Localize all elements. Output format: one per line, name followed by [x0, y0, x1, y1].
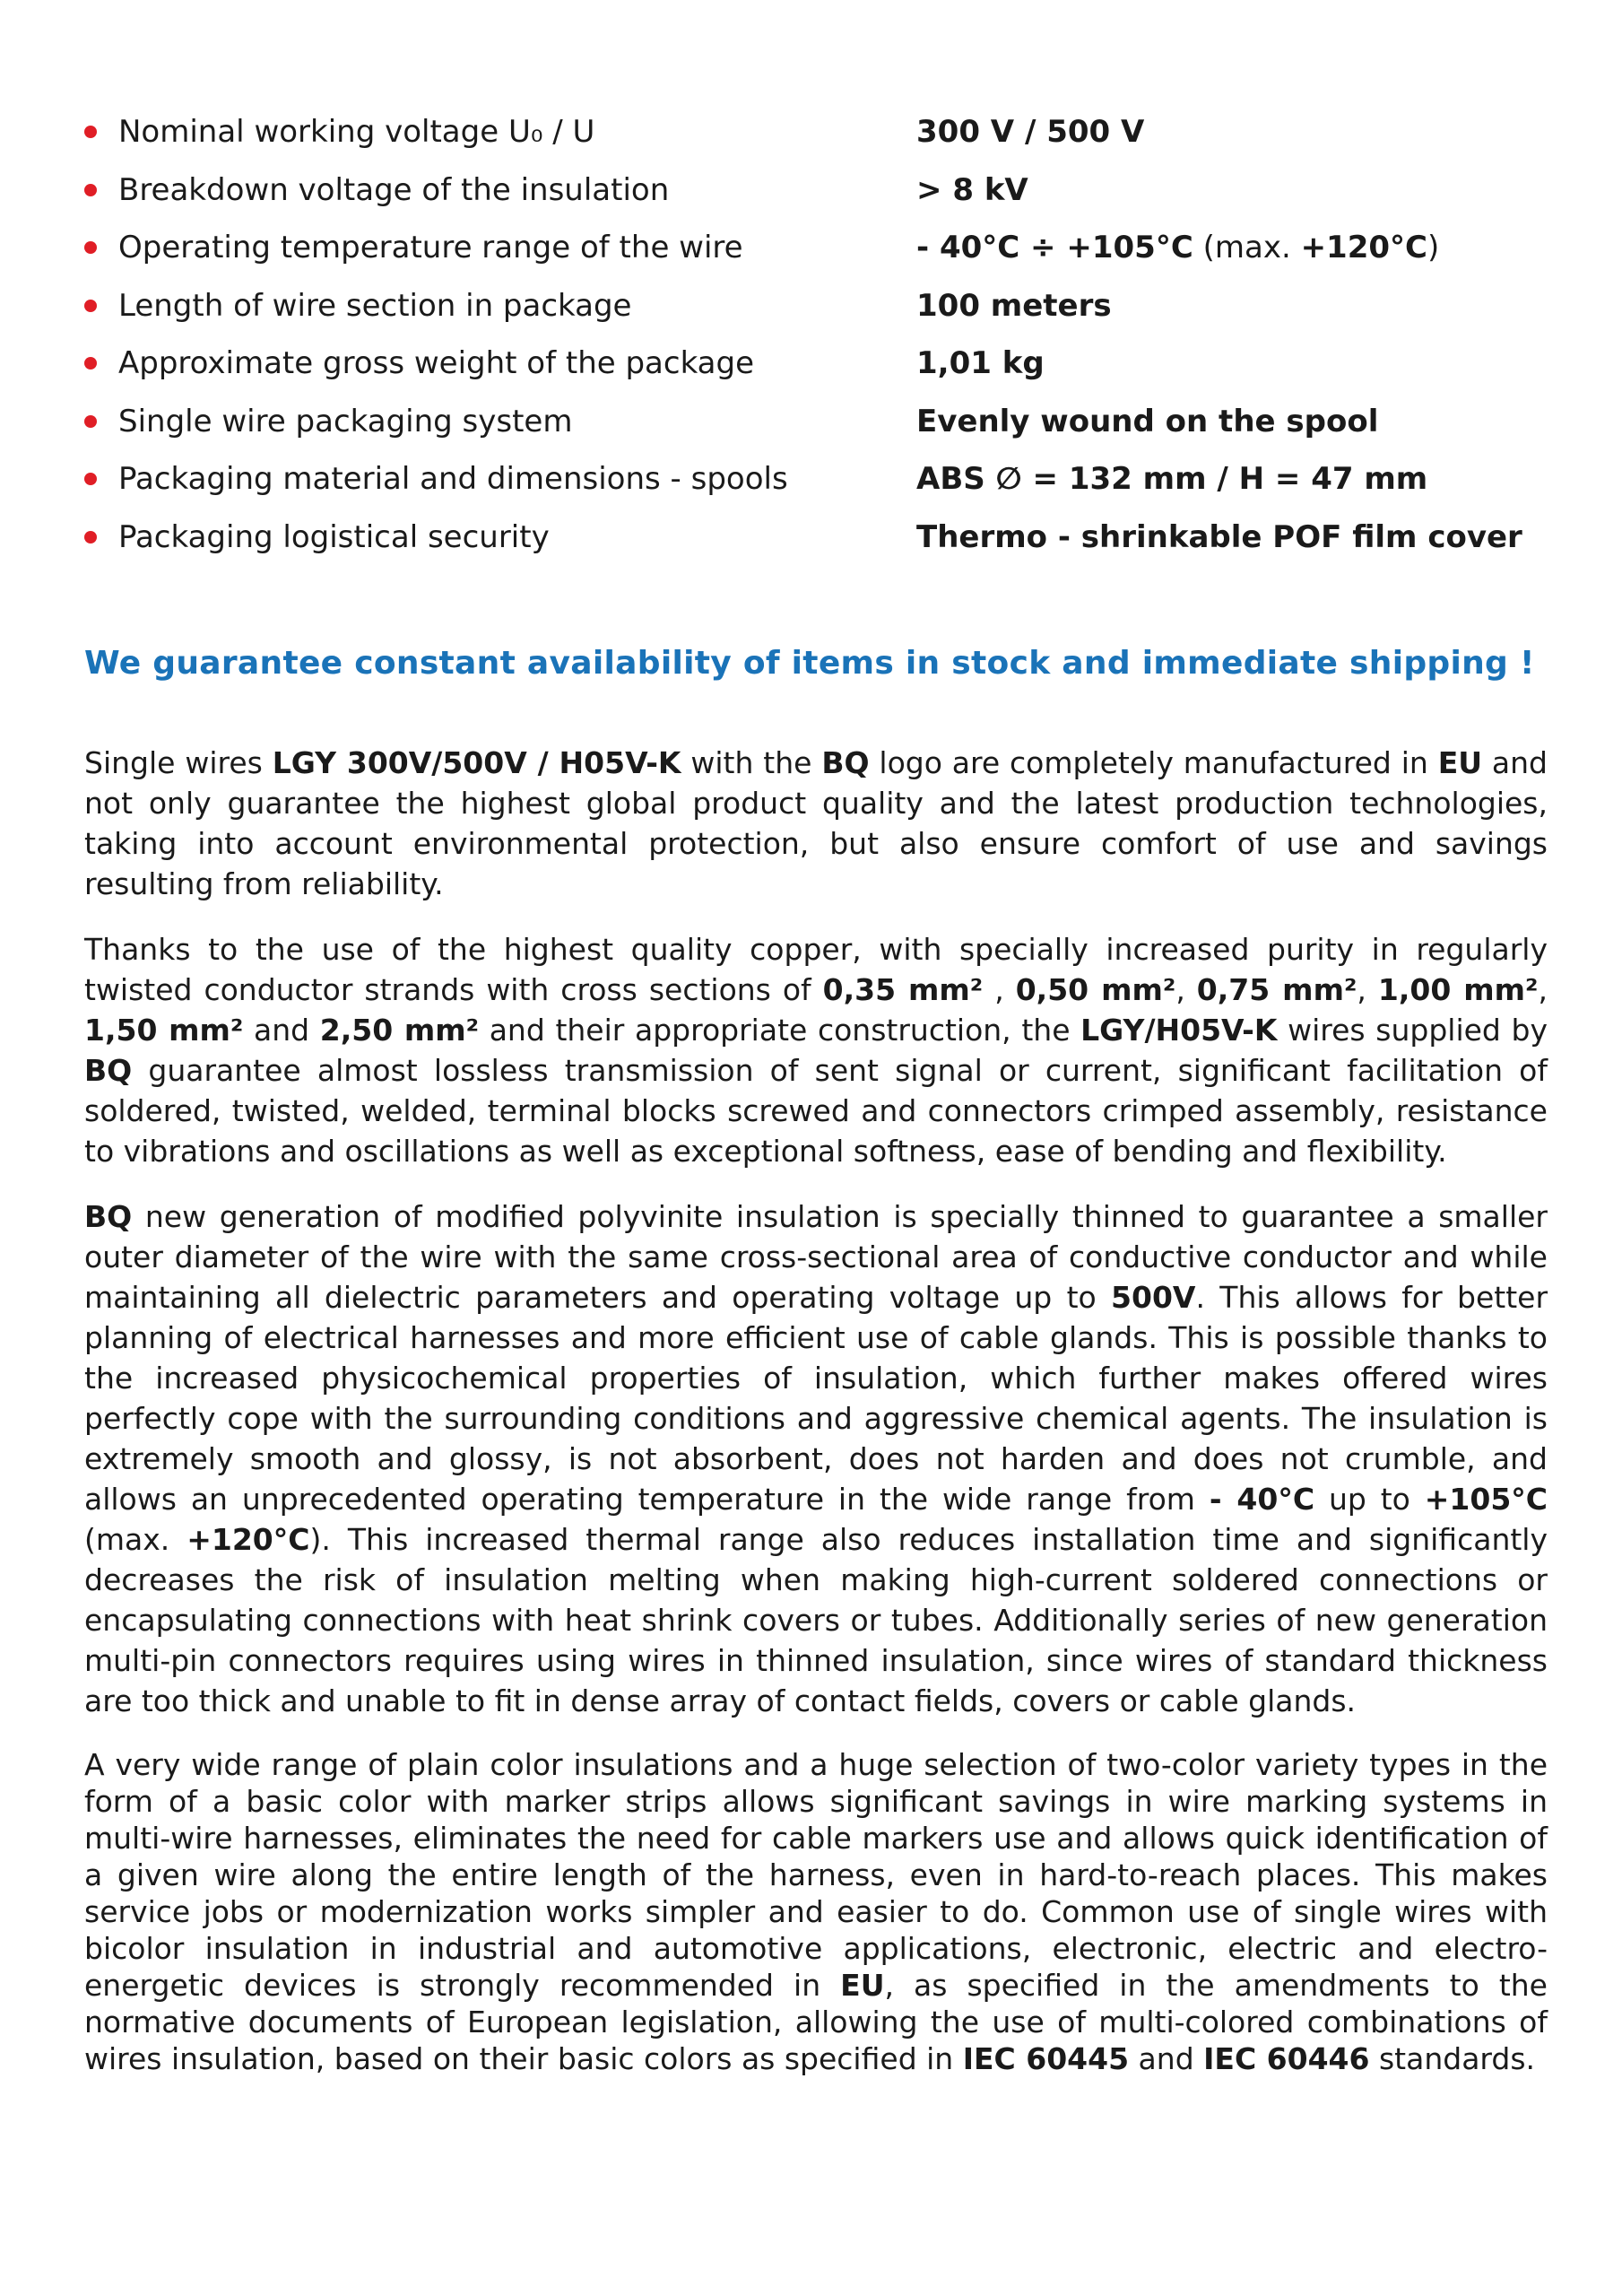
spec-label: Nominal working voltage U₀ / U [118, 114, 595, 151]
spec-value: 100 meters [916, 287, 1112, 324]
bold-text: +105°C [1424, 1482, 1548, 1517]
bullet-icon [84, 531, 97, 544]
spec-row [84, 450, 1548, 509]
bold-text: +120°C [186, 1522, 310, 1557]
text: guarantee almost lossless transmission of sent signal or current, significant facilitation of soldered, twisted, welded, terminal blocks screwed and connectors crimped assembly, resistance to vibrations and oscillations as well as exceptional softness, ease of bending and flexibility. [84, 1053, 1548, 1169]
bold-text: - 40°C [1209, 1482, 1315, 1517]
bold-text: 0,35 mm² [822, 972, 984, 1007]
spec-value: > 8 kV [916, 171, 1028, 208]
text: A very wide range of plain color insulations and a huge selection of two-color variety types in the form of a basic color with marker strips allows significant savings in wire marking systems in multi-wire harnesses, eliminates the need for cable markers use and allows quick identification of a given wire along the entire length of the harness, even in hard-to-reach places. This makes service jobs or modernization works simpler and easier to do. Common use of single wires with bicolor insulation in industrial and automotive applications, electronic, electric and electro-energetic devices is strongly recommended in [84, 1747, 1548, 2003]
bullet-icon [84, 473, 97, 485]
spec-value: 1,01 kg [916, 345, 1045, 382]
spec-row [84, 335, 1548, 393]
spec-row [84, 103, 1548, 161]
bullet-icon [84, 184, 97, 196]
text: , as specified in the amendments to the normative documents of European legislation, allowing the use of multi-colored combinations of wires insulation, based on their basic colors as specified in [84, 1968, 1548, 2076]
spec-label: Breakdown voltage of the insulation [118, 171, 670, 208]
spec-value-extra-bold: +120°C [1300, 230, 1427, 266]
text: up to [1314, 1482, 1425, 1517]
text: ). This increased thermal range also reduces installation time and significantly decreases the risk of insulation melting when making high-current soldered connections or encapsulating connections with heat shrink covers or tubes. Additionally series of new generation multi-pin connectors requires using wires in thinned insulation, since wires of standard thickness are too thick and unable to fit in dense array of contact fields, covers or cable glands. [84, 1522, 1548, 1718]
text: Single wires [84, 745, 273, 780]
insulation-paragraph [84, 1196, 1548, 1721]
bold-text: LGY 300V/500V / H05V-K [272, 745, 681, 780]
text: and not only guarantee the highest global product quality and the latest production technologies, taking into account environmental protection, but also ensure comfort of use and savings resulting from reliability. [84, 745, 1548, 901]
text: new generation of modified polyvinite insulation is specially thinned to guarantee a smaller outer diameter of the wire with the same cross-sectional area of conductive conductor and while maintaining all dielectric parameters and operating voltage up to [84, 1199, 1548, 1315]
spec-value-extra-open: (max. [1193, 230, 1301, 266]
bold-text: 1,00 mm² [1377, 972, 1539, 1007]
bullet-icon [84, 126, 97, 138]
availability-headline: We guarantee constant availability of items in stock and immediate shipping ! [84, 645, 1535, 682]
spec-row [84, 509, 1548, 567]
text: and their appropriate construction, the [479, 1013, 1081, 1048]
bold-text: BQ [84, 1053, 133, 1088]
text: and [1129, 2041, 1204, 2076]
spec-label: Packaging logistical security [118, 518, 550, 555]
bullet-icon [84, 300, 97, 312]
colors-paragraph [84, 1746, 1548, 2077]
spec-label: Approximate gross weight of the package [118, 345, 755, 382]
text: , [1175, 972, 1197, 1007]
bold-text: 2,50 mm² [319, 1013, 480, 1048]
bold-text: 0,50 mm² [1015, 972, 1176, 1007]
text: . This allows for better planning of electrical harnesses and more efficient use of cable glands. This is possible thanks to the increased physicochemical properties of insulation, which further makes offered wires perfectly cope with the surrounding conditions and aggressive chemical agents. The insulation is extremely smooth and glossy, is not absorbent, does not harden and does not crumble, and allows an unprecedented operating temperature in the wide range from [84, 1280, 1548, 1517]
bold-text: BQ [821, 745, 870, 780]
bold-text: 0,75 mm² [1196, 972, 1357, 1007]
bold-text: IEC 60445 [962, 2041, 1130, 2076]
bold-text: BQ [84, 1199, 133, 1234]
bold-text: EU [840, 1968, 885, 2003]
spec-value-extra-close: ) [1427, 230, 1440, 266]
text: , [983, 972, 1016, 1007]
text: Thanks to the use of the highest quality copper, with specially increased purity in regularly twisted conductor strands with cross sections of [84, 932, 1548, 1007]
spec-label: Operating temperature range of the wire [118, 230, 743, 266]
text: , [1538, 972, 1548, 1007]
bold-text: EU [1437, 745, 1483, 780]
spec-value: 300 V / 500 V [916, 114, 1145, 151]
spec-label: Packaging material and dimensions - spools [118, 461, 788, 498]
spec-value: Evenly wound on the spool [916, 403, 1379, 439]
document-page [84, 103, 1548, 2077]
bold-text: 500V [1111, 1280, 1196, 1315]
spec-value: ABS ∅ = 132 mm / H = 47 mm [916, 461, 1428, 498]
spec-row [84, 219, 1548, 277]
text: and [243, 1013, 320, 1048]
spec-label: Single wire packaging system [118, 403, 573, 439]
spec-row [84, 161, 1548, 220]
spec-list [84, 103, 1548, 566]
spec-row [84, 393, 1548, 451]
copper-paragraph [84, 929, 1548, 1171]
bold-text: 1,50 mm² [84, 1013, 244, 1048]
bullet-icon [84, 357, 97, 370]
text: with the [681, 745, 822, 780]
spec-value-main: - 40°C ÷ +105°C [916, 230, 1193, 266]
text: , [1357, 972, 1378, 1007]
bullet-icon [84, 415, 97, 428]
spec-label: Length of wire section in package [118, 287, 632, 324]
bold-text: IEC 60446 [1203, 2041, 1370, 2076]
text: (max. [84, 1522, 187, 1557]
text: standards. [1369, 2041, 1536, 2076]
spec-value: Thermo - shrinkable POF film cover [916, 518, 1522, 555]
bold-text: LGY/H05V-K [1080, 1013, 1278, 1048]
bullet-icon [84, 241, 97, 254]
text: logo are completely manufactured in [869, 745, 1438, 780]
intro-paragraph [84, 743, 1548, 904]
text: wires supplied by [1277, 1013, 1548, 1048]
spec-row [84, 277, 1548, 335]
spec-value [916, 230, 1439, 265]
